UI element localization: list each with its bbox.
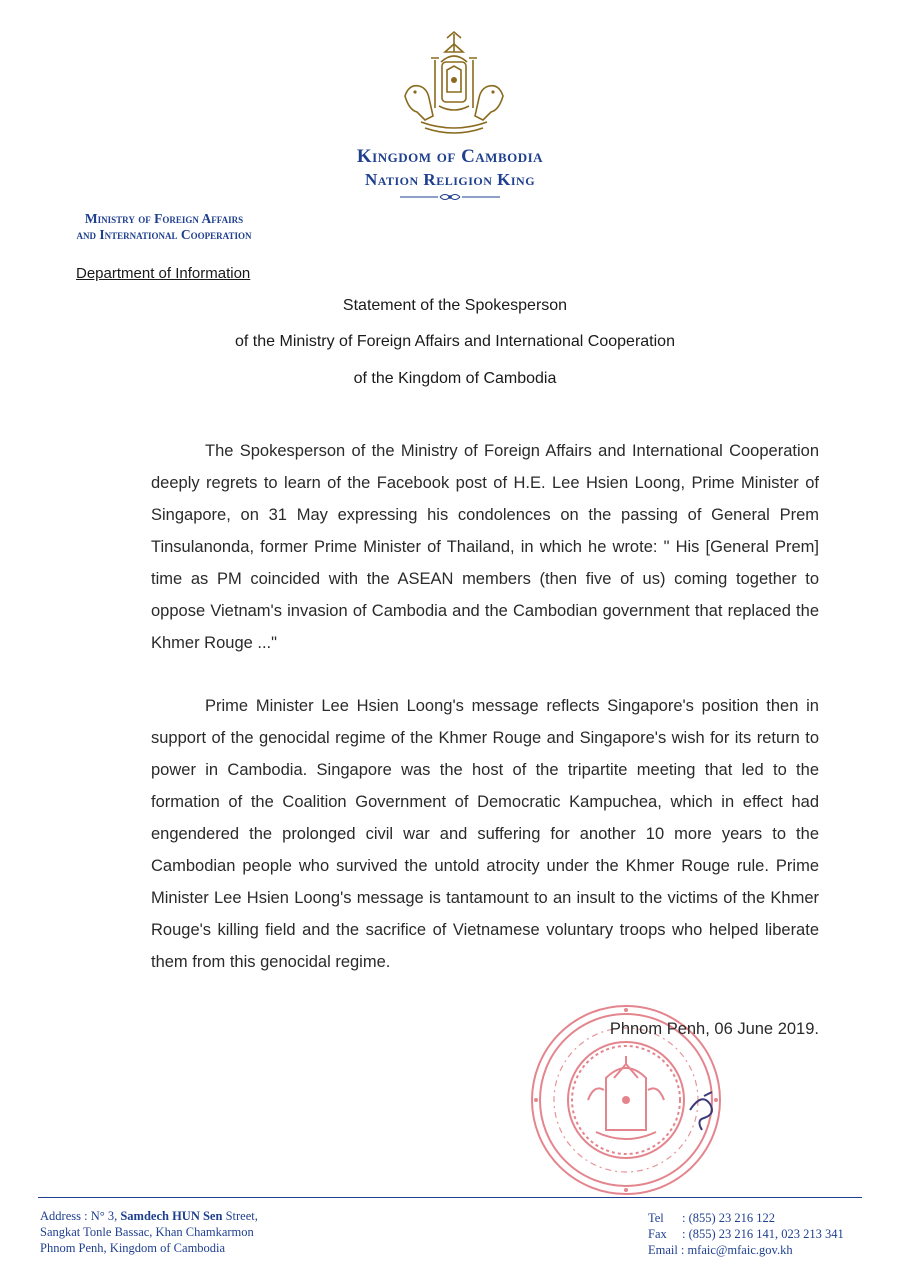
place-and-date: Phnom Penh, 06 June 2019. — [609, 1020, 819, 1038]
email-label: Email — [648, 1243, 678, 1257]
contact-email — [648, 1242, 844, 1258]
statement-title-line1: Statement of the Spokesperson — [342, 297, 568, 314]
body-paragraph-1 — [151, 435, 819, 659]
tel-label: Tel — [648, 1211, 664, 1225]
email-value: : mfaic@mfaic.gov.kh — [680, 1243, 793, 1257]
address-line2: Sangkat Tonle Bassac, Khan Chamkarmon — [40, 1225, 254, 1239]
ornament-divider-icon — [398, 190, 502, 204]
footer-contact — [648, 1210, 844, 1258]
department-label: Department of Information — [76, 265, 251, 282]
statement-title-line3: of the Kingdom of Cambodia — [353, 370, 557, 387]
footer-address — [40, 1208, 258, 1256]
paragraph-2-text: Prime Minister Lee Hsien Loong's message reflects Singapore's position then in support of the genocidal regime of the Khmer Rouge and Singapore's wish for its return to power in Cambodia. Singapore was the host of the tripartite meeting that led to the formation of the Coalition Government of Democratic Kampuchea, which in effect had engendered the prolonged civil war and suffering for another 10 more years to the Cambodian people who survived the untold atrocity under the Khmer Rouge rule. Prime Minister Lee Hsien Loong's message is tantamount to an insult to the victims of the Khmer Rouge's killing field and the sacrifice of Vietnamese voluntary troops who helped liberate them from this genocidal regime. — [151, 697, 819, 971]
national-motto: Nation Religion King — [364, 170, 536, 189]
statement-title-line2: of the Ministry of Foreign Affairs and International Cooperation — [235, 333, 675, 350]
address-street-name: Samdech HUN Sen — [120, 1209, 223, 1223]
body-paragraph-2 — [151, 690, 819, 978]
fax-label: Fax — [648, 1227, 667, 1241]
footer-divider — [38, 1197, 862, 1198]
ministry-name-line1: Ministry of Foreign Affairs — [84, 211, 244, 226]
address-prefix: Address : N° 3, — [40, 1209, 121, 1223]
royal-emblem-icon — [395, 30, 513, 138]
ministry-name-line2: and International Cooperation — [76, 227, 252, 242]
contact-fax — [648, 1226, 844, 1242]
paragraph-1-text: The Spokesperson of the Ministry of Foreign Affairs and International Cooperation deeply regrets to learn of the Facebook post of H.E. Lee Hsien Loong, Prime Minister of Singapore, on 31 May expressing his condolences on the passing of General Prem Tinsulanonda, former Prime Minister of Thailand, in which he wrote: " His [General Prem] time as PM coincided with the ASEAN members (then five of us) coming together to oppose Vietnam's invasion of Cambodia and the Cambodian government that replaced the Khmer Rouge ..." — [151, 442, 819, 652]
address-street-suffix: Street, — [222, 1209, 258, 1223]
country-name: Kingdom of Cambodia — [356, 146, 544, 167]
contact-tel — [648, 1210, 844, 1226]
address-line3: Phnom Penh, Kingdom of Cambodia — [40, 1241, 226, 1255]
address-line1 — [40, 1208, 258, 1224]
tel-value: : (855) 23 216 122 — [682, 1211, 776, 1225]
fax-value: : (855) 23 216 141, 023 213 341 — [682, 1227, 844, 1241]
